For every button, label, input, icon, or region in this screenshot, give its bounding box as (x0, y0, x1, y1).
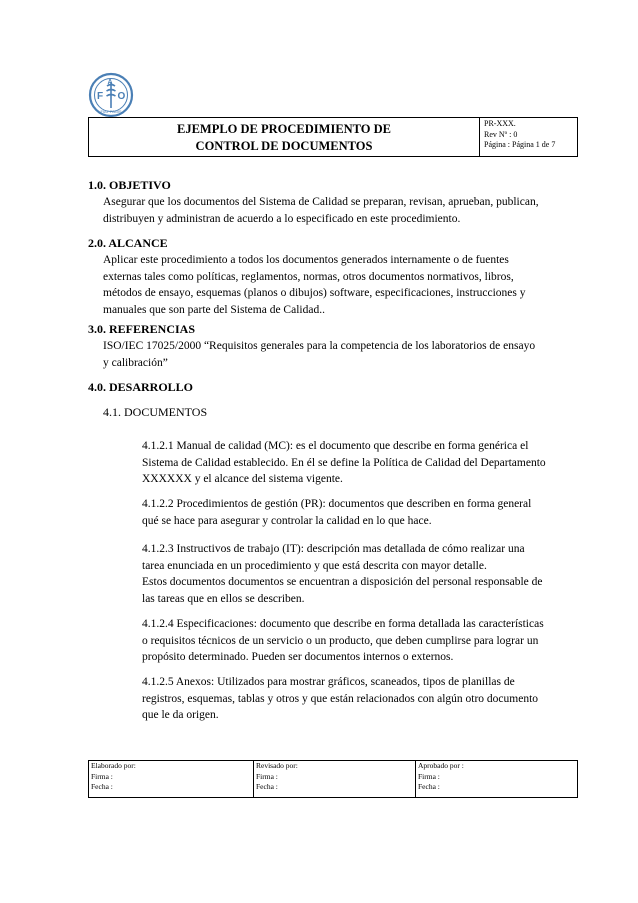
revisado-firma: Firma : (256, 771, 278, 781)
text-line: 4.1.2.2 Procedimientos de gestión (PR): documentos que describen en forma general (142, 498, 532, 510)
document-meta (484, 119, 576, 151)
text-line: propósito determinado. Pueden ser documentos internos o externos. (142, 651, 454, 663)
footer-aprobado (416, 761, 576, 797)
text-line: 4.1.2.3 Instructivos de trabajo (IT): descripción mas detallada de cómo realizar una (142, 543, 525, 555)
section-heading-desarrollo: 4.0. DESARROLLO (88, 380, 194, 394)
footer-revisado (254, 761, 415, 797)
page-number: Página : Página 1 de 7 (484, 140, 556, 149)
text-line: Asegurar que los documentos del Sistema de Calidad se preparan, revisan, aprueban, publican, (103, 196, 539, 208)
text-line: Sistema de Calidad establecido. En él se define la Política de Calidad del Departamento (142, 456, 546, 469)
aprobado-label: Aprobado por : (418, 761, 464, 770)
objetivo-paragraph (103, 194, 577, 227)
text-line: 4.1.2.5 Anexos: Utilizados para mostrar gráficos, scaneados, tipos de planillas de (142, 676, 515, 688)
text-line: Aplicar este procedimiento a todos los documentos generados internamente o de fuentes (103, 254, 509, 266)
footer-elaborado (89, 761, 253, 797)
subsection-heading-documentos: 4.1. DOCUMENTOS (103, 405, 208, 419)
text-line: distribuyen y administran de acuerdo a lo especificado en este procedimiento. (103, 212, 461, 225)
logo-letter-a: A (107, 79, 113, 86)
revisado-fecha: Fecha : (256, 782, 278, 791)
header-divider (479, 118, 480, 156)
text-line: o requisitos técnicos de un servicio o un producto, que deben cumplirse para lograr un (142, 634, 539, 647)
elaborado-label: Elaborado por: (91, 761, 136, 770)
aprobado-firma: Firma : (418, 771, 440, 781)
text-line: tarea enunciada en un procedimiento y que está descrita con mayor detalle. (142, 559, 487, 572)
text-line: 4.1.2.1 Manual de calidad (MC): es el documento que describe en forma genérica el (142, 440, 529, 452)
title-line-1: EJEMPLO DE PROCEDIMIENTO DE (176, 122, 392, 136)
elaborado-fecha: Fecha : (91, 782, 113, 791)
text-line: XXXXXX y el alcance del sistema vigente. (142, 473, 343, 485)
revision-number: Rev Nº : 0 (484, 129, 518, 139)
text-line: manuales que son parte del Sistema de Calidad.. (103, 303, 325, 316)
item-instructivos-trabajo (142, 541, 577, 607)
item-procedimientos-gestion (142, 496, 577, 529)
fao-logo (88, 72, 134, 118)
text-line: las tareas que en ellos se describen. (142, 592, 305, 605)
logo-letter-o: O (117, 91, 126, 102)
document-title (89, 121, 479, 155)
fao-emblem-icon (88, 72, 134, 118)
item-manual-calidad (142, 438, 577, 488)
referencias-paragraph (103, 338, 577, 371)
text-line: que le da origen. (142, 709, 219, 721)
text-line: Estos documentos documentos se encuentran a disposición del personal responsable de (142, 576, 543, 588)
signature-footer (88, 760, 578, 798)
text-line: qué se hace para asegurar y controlar la calidad en lo que hace. (142, 514, 432, 527)
document-code: PR-XXX. (484, 119, 516, 128)
text-line: registros, esquemas, tablas y otros y que están relacionados con algún otro documento (142, 692, 539, 705)
alcance-paragraph (103, 252, 577, 318)
item-anexos (142, 674, 577, 724)
section-heading-referencias: 3.0. REFERENCIAS (88, 322, 196, 336)
logo-letter-f: F (97, 91, 104, 102)
section-heading-objetivo: 1.0. OBJETIVO (88, 178, 171, 192)
item-especificaciones (142, 616, 577, 666)
text-line: 4.1.2.4 Especificaciones: documento que describe en forma detallada las características (142, 618, 544, 630)
text-line: métodos de ensayo, esquemas (planos o dibujos) software, especificaciones, instrucciones y (103, 287, 526, 299)
revisado-label: Revisado por: (256, 761, 298, 770)
logo-motto: FIAT PANIS (100, 109, 122, 114)
text-line: y calibración” (103, 356, 168, 369)
title-line-2: CONTROL DE DOCUMENTOS (195, 139, 373, 153)
document-header (88, 117, 578, 157)
text-line: ISO/IEC 17025/2000 “Requisitos generales para la competencia de los laboratorios de ensayo (103, 340, 536, 352)
elaborado-firma: Firma : (91, 771, 113, 781)
text-line: externas tales como políticas, reglamentos, normas, otros documentos normativos, libros, (103, 270, 514, 283)
section-heading-alcance: 2.0. ALCANCE (88, 236, 168, 250)
aprobado-fecha: Fecha : (418, 782, 440, 791)
